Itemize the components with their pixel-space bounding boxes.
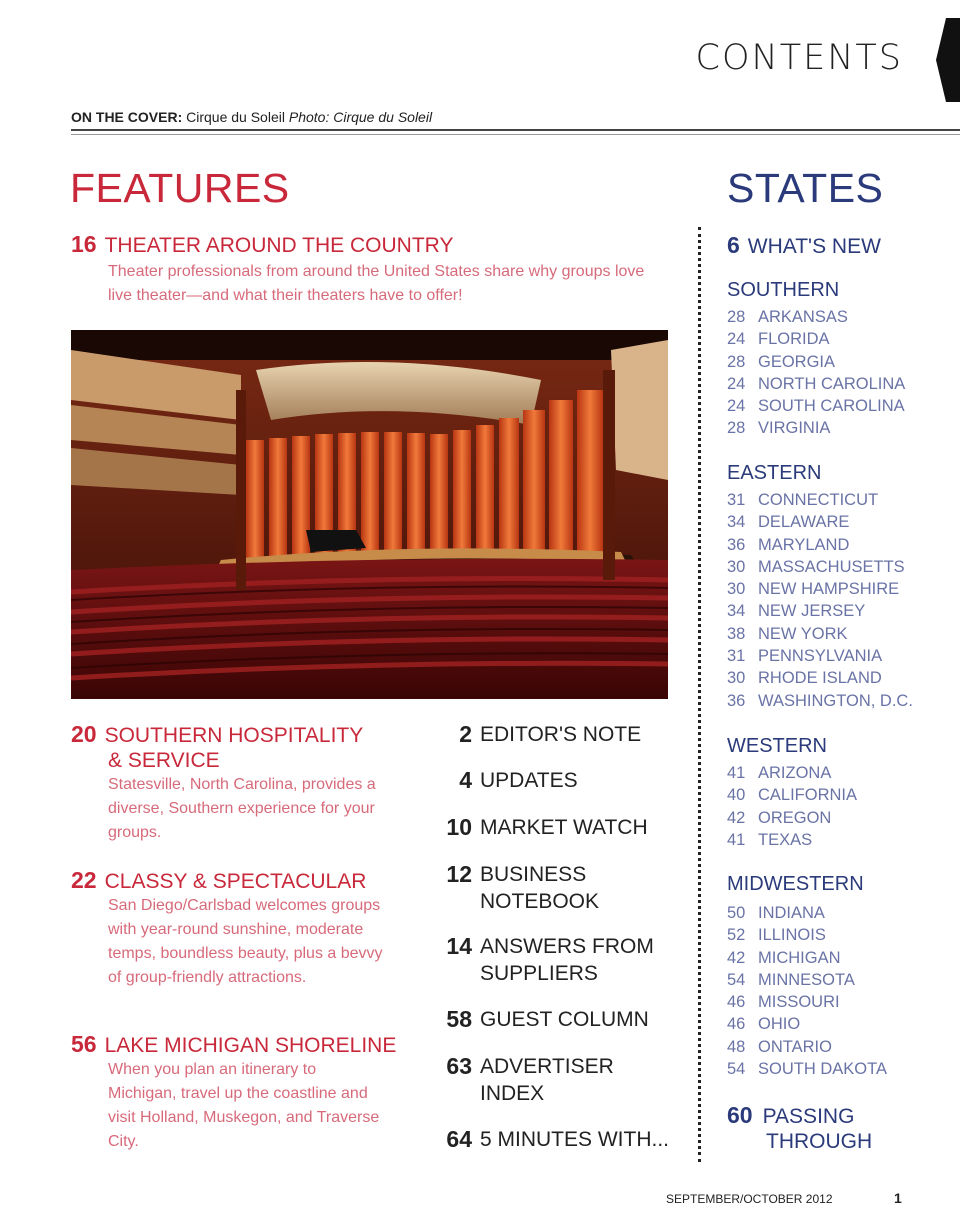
department-label-line2: INDEX: [480, 1082, 545, 1105]
state-item[interactable]: [727, 784, 960, 806]
department-page: 58: [446, 1006, 472, 1032]
state-item[interactable]: [727, 556, 960, 578]
department-label: 5 MINUTES WITH...: [480, 1128, 669, 1151]
region-list: [727, 762, 960, 851]
state-item[interactable]: [727, 829, 960, 851]
feature-title-line2: & SERVICE: [108, 749, 220, 772]
passing-label: PASSING: [762, 1105, 855, 1128]
state-item[interactable]: [727, 1036, 960, 1058]
department-label: ADVERTISER: [480, 1055, 614, 1078]
state-name: TEXAS: [758, 830, 813, 849]
state-name: FLORIDA: [758, 330, 830, 349]
states-heading: STATES: [727, 165, 884, 211]
state-item[interactable]: [727, 807, 960, 829]
feature-title-text: SOUTHERN HOSPITALITY: [104, 724, 364, 747]
state-page: 28: [727, 352, 746, 371]
department-label: EDITOR'S NOTE: [480, 723, 642, 746]
department-page: 10: [446, 814, 472, 840]
department-page: 64: [446, 1126, 472, 1152]
feature-page: 20: [71, 721, 97, 747]
state-page: 42: [727, 948, 746, 967]
state-name: NEW YORK: [758, 624, 848, 643]
header-rule-thin: [71, 134, 960, 135]
state-name: MINNESOTA: [758, 970, 855, 989]
state-name: WASHINGTON, D.C.: [758, 691, 913, 710]
department-page: 12: [446, 861, 472, 887]
cover-credit: [71, 109, 432, 125]
contents-title: CONTENTS: [695, 38, 903, 78]
department-label: MARKET WATCH: [480, 816, 648, 839]
state-item[interactable]: [727, 1058, 960, 1080]
region-title: EASTERN: [727, 462, 822, 484]
page-number: 1: [894, 1190, 902, 1206]
department-page: 4: [459, 767, 472, 793]
cover-subject: Cirque du Soleil: [186, 109, 285, 125]
state-name: NEW JERSEY: [758, 602, 866, 621]
feature-item[interactable]: [71, 232, 671, 308]
whats-new-label: WHAT'S NEW: [747, 235, 881, 258]
department-page: 2: [459, 721, 472, 747]
state-item[interactable]: [727, 991, 960, 1013]
state-item[interactable]: [727, 373, 960, 395]
state-page: 30: [727, 580, 746, 599]
feature-title: [71, 232, 671, 258]
state-item[interactable]: [727, 306, 960, 328]
state-name: SOUTH DAKOTA: [758, 1060, 887, 1079]
region-midwestern: [727, 873, 960, 1080]
state-item[interactable]: [727, 902, 960, 924]
state-name: OREGON: [758, 808, 832, 827]
department-item[interactable]: [438, 933, 654, 987]
feature-page: 16: [71, 231, 97, 257]
state-item[interactable]: [727, 924, 960, 946]
state-page: 36: [727, 535, 746, 554]
region-southern: [727, 279, 960, 440]
feature-description: Theater professionals from around the United States share why groups love live theater—and what their theaters have to offer!: [108, 263, 645, 304]
state-item[interactable]: [727, 328, 960, 350]
state-page: 34: [727, 602, 746, 621]
state-page: 24: [727, 374, 746, 393]
state-name: NEW HAMPSHIRE: [758, 580, 900, 599]
region-title: SOUTHERN: [727, 279, 840, 301]
state-item[interactable]: [727, 489, 960, 511]
state-page: 40: [727, 786, 746, 805]
state-page: 31: [727, 491, 746, 509]
passing-page: 60: [727, 1102, 753, 1128]
state-item[interactable]: [727, 417, 960, 439]
whats-new-item[interactable]: [727, 232, 881, 259]
department-page: 63: [446, 1053, 472, 1079]
state-name: GEORGIA: [758, 352, 836, 371]
passing-through-item[interactable]: [727, 1103, 872, 1154]
state-name: PENNSYLVANIA: [758, 647, 883, 666]
feature-description: Statesville, North Carolina, provides a diverse, Southern experience for your groups.: [108, 776, 376, 841]
feature-item[interactable]: [71, 722, 411, 845]
department-page: 14: [446, 933, 472, 959]
features-heading: FEATURES: [70, 165, 290, 211]
state-name: MARYLAND: [758, 535, 850, 554]
passing-label-line2: THROUGH: [766, 1130, 873, 1153]
state-name: ILLINOIS: [758, 926, 826, 945]
department-label: BUSINESS: [480, 863, 587, 886]
state-page: 48: [727, 1037, 746, 1056]
state-name: ARKANSAS: [758, 308, 848, 326]
state-page: 52: [727, 926, 746, 945]
state-page: 41: [727, 764, 746, 782]
state-name: MISSOURI: [758, 993, 840, 1012]
state-page: 31: [727, 647, 746, 666]
department-label-block: [480, 861, 599, 915]
region-list: [727, 306, 960, 440]
department-label: UPDATES: [480, 769, 578, 792]
header-rule: [71, 129, 960, 131]
department-item[interactable]: [438, 814, 648, 842]
state-page: 42: [727, 808, 746, 827]
state-item[interactable]: [727, 1013, 960, 1035]
region-list: [727, 489, 960, 712]
feature-item[interactable]: [71, 1032, 411, 1154]
department-item[interactable]: [438, 1126, 669, 1154]
state-item[interactable]: [727, 947, 960, 969]
department-label: ANSWERS FROM: [480, 935, 654, 958]
state-page: 41: [727, 830, 746, 849]
cover-label: ON THE COVER:: [71, 109, 183, 125]
state-name: CALIFORNIA: [758, 786, 858, 805]
feature-description: When you plan an itinerary to Michigan, travel up the coastline and visit Holland, Muskegon, and Traverse City.: [108, 1061, 380, 1150]
whats-new-page: 6: [727, 232, 740, 258]
state-page: 24: [727, 330, 746, 349]
state-page: 46: [727, 993, 746, 1012]
state-page: 30: [727, 669, 746, 688]
state-item[interactable]: [727, 534, 960, 556]
department-item[interactable]: [438, 721, 641, 749]
state-item[interactable]: [727, 578, 960, 600]
state-item[interactable]: [727, 351, 960, 373]
feature-title: [71, 722, 411, 748]
department-label: GUEST COLUMN: [480, 1008, 649, 1031]
state-page: 50: [727, 904, 746, 922]
feature-page: 56: [71, 1031, 97, 1057]
department-label-block: [480, 933, 654, 987]
region-western: [727, 735, 960, 851]
region-eastern: [727, 462, 960, 712]
feature-title: [71, 868, 411, 894]
feature-title-text: THEATER AROUND THE COUNTRY: [104, 234, 454, 257]
feature-item[interactable]: [71, 868, 411, 990]
state-page: 46: [727, 1015, 746, 1034]
state-page: 28: [727, 419, 746, 438]
state-page: 34: [727, 513, 746, 532]
department-label-block: [480, 1053, 614, 1107]
state-page: 54: [727, 970, 746, 989]
state-name: MICHIGAN: [758, 948, 841, 967]
state-item[interactable]: [727, 395, 960, 417]
feature-title: [71, 1032, 411, 1058]
state-name: ONTARIO: [758, 1037, 832, 1056]
region-list: [727, 902, 960, 1080]
issue-date: SEPTEMBER/OCTOBER 2012: [666, 1192, 833, 1206]
state-name: ARIZONA: [758, 764, 832, 782]
cover-photo-credit: Photo: Cirque du Soleil: [288, 109, 433, 125]
region-title: WESTERN: [727, 735, 827, 757]
state-page: 30: [727, 557, 746, 576]
state-page: 38: [727, 624, 746, 643]
state-page: 36: [727, 691, 746, 710]
state-item[interactable]: [727, 511, 960, 533]
state-name: SOUTH CAROLINA: [758, 397, 905, 416]
department-item[interactable]: [438, 861, 599, 915]
department-item[interactable]: [438, 767, 578, 795]
feature-title-text: LAKE MICHIGAN SHORELINE: [104, 1034, 397, 1057]
state-item[interactable]: [727, 969, 960, 991]
department-item[interactable]: [438, 1006, 649, 1034]
state-item[interactable]: [727, 623, 960, 645]
department-item[interactable]: [438, 1053, 614, 1107]
region-title: MIDWESTERN: [727, 873, 864, 895]
department-label-line2: NOTEBOOK: [480, 890, 600, 913]
state-item[interactable]: [727, 667, 960, 689]
state-name: DELAWARE: [758, 513, 850, 532]
column-divider: [698, 227, 701, 1162]
theater-photo: [71, 330, 668, 699]
state-name: INDIANA: [758, 904, 825, 922]
contents-tab-shape: [936, 18, 960, 102]
state-item[interactable]: [727, 762, 960, 784]
state-item[interactable]: [727, 690, 960, 712]
feature-description: San Diego/Carlsbad welcomes groups with year-round sunshine, moderate temps, boundless beauty, plus a bevvy of group-friendly attractions.: [108, 897, 383, 986]
state-name: OHIO: [758, 1015, 801, 1034]
state-name: RHODE ISLAND: [758, 669, 882, 688]
department-label-line2: SUPPLIERS: [480, 962, 598, 985]
state-page: 24: [727, 397, 746, 416]
state-item[interactable]: [727, 645, 960, 667]
state-item[interactable]: [727, 600, 960, 622]
feature-title-text: CLASSY & SPECTACULAR: [104, 870, 367, 893]
state-name: MASSACHUSETTS: [758, 557, 905, 576]
state-name: NORTH CAROLINA: [758, 374, 906, 393]
state-name: VIRGINIA: [758, 419, 831, 438]
feature-page: 22: [71, 867, 97, 893]
state-name: CONNECTICUT: [758, 491, 879, 509]
state-page: 28: [727, 308, 746, 326]
state-page: 54: [727, 1060, 746, 1079]
